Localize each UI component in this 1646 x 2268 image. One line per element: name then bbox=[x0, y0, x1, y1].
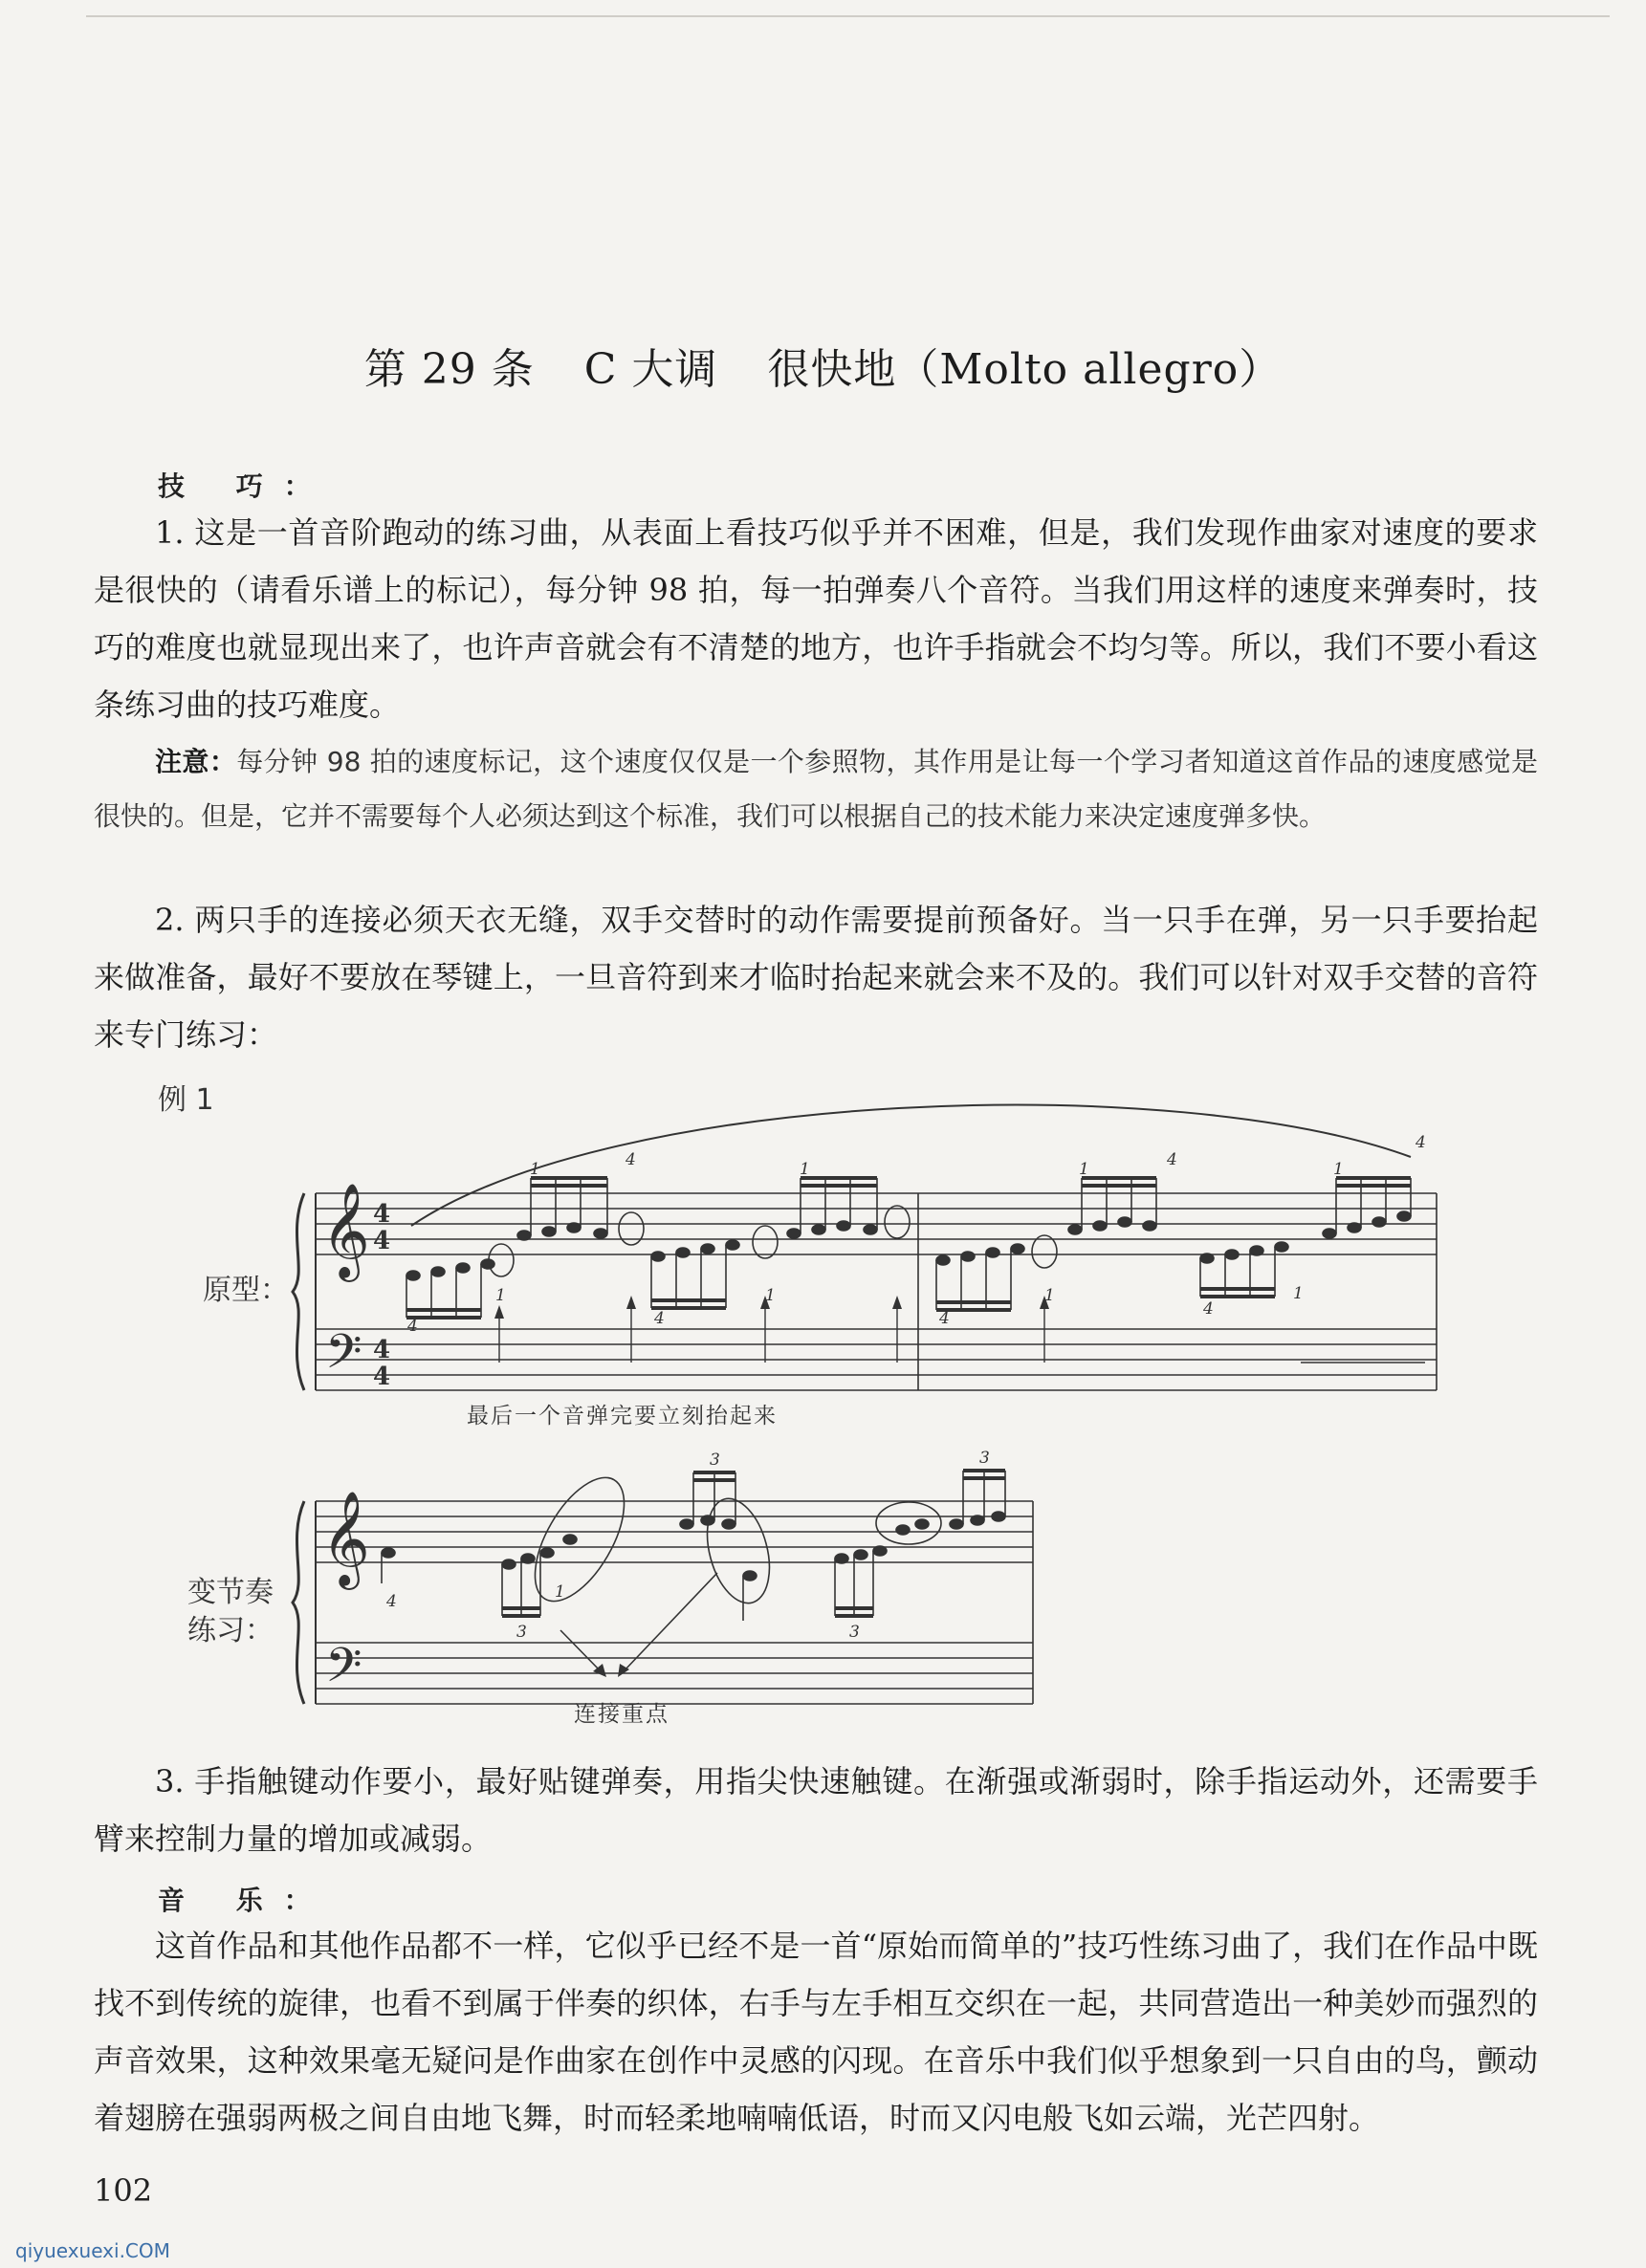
variation-label: 变节奏练习： bbox=[187, 1576, 274, 1647]
bass-clef-icon: 𝄢 bbox=[325, 1324, 362, 1391]
fingering-label: 4 bbox=[625, 1150, 636, 1169]
section-technique: 技 巧： bbox=[158, 470, 332, 502]
watermark: qiyuexuexi.COM bbox=[15, 2239, 170, 2262]
example-label: 例 1 bbox=[158, 1083, 214, 1117]
svg-text:4: 4 bbox=[373, 1200, 391, 1229]
title-tempo: 很快地（Molto allegro） bbox=[767, 345, 1283, 394]
svg-text:4: 4 bbox=[373, 1336, 391, 1364]
fingering-label: 4 bbox=[654, 1309, 665, 1328]
fingering-label: 4 bbox=[939, 1309, 950, 1328]
section-music: 音 乐： bbox=[158, 1885, 332, 1916]
treble-staff-2 bbox=[316, 1501, 1033, 1562]
tuplet-label: 3 bbox=[849, 1623, 860, 1642]
fingering-label: 1 bbox=[765, 1286, 776, 1305]
bass-clef-icon: 𝄢 bbox=[325, 1638, 362, 1705]
title-key: C 大调 bbox=[583, 345, 718, 394]
fingering-label: 1 bbox=[495, 1286, 506, 1305]
tuplet-label: 3 bbox=[710, 1450, 720, 1470]
note-label: 注意： bbox=[155, 746, 237, 777]
fingering-label: 1 bbox=[1293, 1284, 1304, 1303]
fingering-label: 1 bbox=[1333, 1160, 1344, 1179]
fingering-label: 1 bbox=[530, 1160, 540, 1179]
treble-staff-1 bbox=[316, 1193, 1437, 1254]
svg-text:4: 4 bbox=[373, 1227, 391, 1255]
treble-clef-icon: 𝄞 bbox=[321, 1491, 370, 1586]
tuplet-label: 3 bbox=[979, 1449, 990, 1468]
title-number: 第 29 条 bbox=[363, 345, 535, 394]
fingering-label: 1 bbox=[555, 1582, 565, 1602]
fingering-label: 1 bbox=[800, 1160, 810, 1179]
fingering-label: 4 bbox=[407, 1317, 418, 1336]
caption-connection: 连接重点 bbox=[574, 1702, 669, 1727]
bass-staff-1 bbox=[316, 1329, 1437, 1390]
bass-staff-2 bbox=[316, 1643, 1033, 1704]
fingering-label: 1 bbox=[1044, 1286, 1055, 1305]
caption-lift: 最后一个音弹完要立刻抬起来 bbox=[467, 1404, 778, 1428]
svg-text:4: 4 bbox=[373, 1363, 391, 1391]
tuplet-label: 3 bbox=[516, 1623, 527, 1642]
fingering-label: 4 bbox=[1167, 1150, 1177, 1169]
paragraph-1: 1. 这是一首音阶跑动的练习曲，从表面上看技巧似乎并不困难，但是，我们发现作曲家对速度的要求是很快的（请看乐谱上的标记），每分钟 98 拍，每一拍弹奏八个音符。当我们用这样的速度来弹奏时，技巧的难度也就显现出来了，也许声音就会有不清楚的地方，也许手指就会不均匀等。所以，我们不要小看这条练习曲的技巧难度。 bbox=[94, 514, 1538, 723]
treble-clef-icon: 𝄞 bbox=[321, 1183, 370, 1278]
fingering-label: 4 bbox=[1416, 1133, 1426, 1152]
page-number: 102 bbox=[94, 2172, 153, 2209]
fingering-label: 1 bbox=[1079, 1160, 1089, 1179]
fingering-label: 4 bbox=[1203, 1299, 1214, 1319]
paragraph-4: 这首作品和其他作品都不一样，它似乎已经不是一首“原始而简单的”技巧性练习曲了，我们在作品中既找不到传统的旋律，也看不到属于伴奏的织体，右手与左手相互交织在一起，共同营造出一种美妙而强烈的声音效果，这种效果毫无疑问是作曲家在创作中灵感的闪现。在音乐中我们似乎想象到一只自由的鸟，颤动着翅膀在强弱两极之间自由地飞舞，时而轻柔地喃喃低语，时而又闪电般飞如云端，光芒四射。 bbox=[94, 1928, 1538, 2136]
note-text: 每分钟 98 拍的速度标记，这个速度仅仅是一个参照物，其作用是让每一个学习者知道这首作品的速度感觉是很快的。但是，它并不需要每个人必须达到这个标准，我们可以根据自己的技术能力来决定速度弹多快。 bbox=[94, 746, 1538, 832]
paragraph-2: 2. 两只手的连接必须天衣无缝，双手交替时的动作需要提前预备好。当一只手在弹，另一只手要抬起来做准备，最好不要放在琴键上，一旦音符到来才临时抬起来就会来不及的。我们可以针对双手交替的音符来专门练习： bbox=[94, 902, 1538, 1053]
original-label: 原型： bbox=[203, 1274, 289, 1307]
paragraph-3: 3. 手指触键动作要小，最好贴键弹奏，用指尖快速触键。在渐强或渐弱时，除手指运动外，还需要手臂来控制力量的增加或减弱。 bbox=[94, 1763, 1538, 1857]
fingering-label: 4 bbox=[386, 1592, 397, 1611]
